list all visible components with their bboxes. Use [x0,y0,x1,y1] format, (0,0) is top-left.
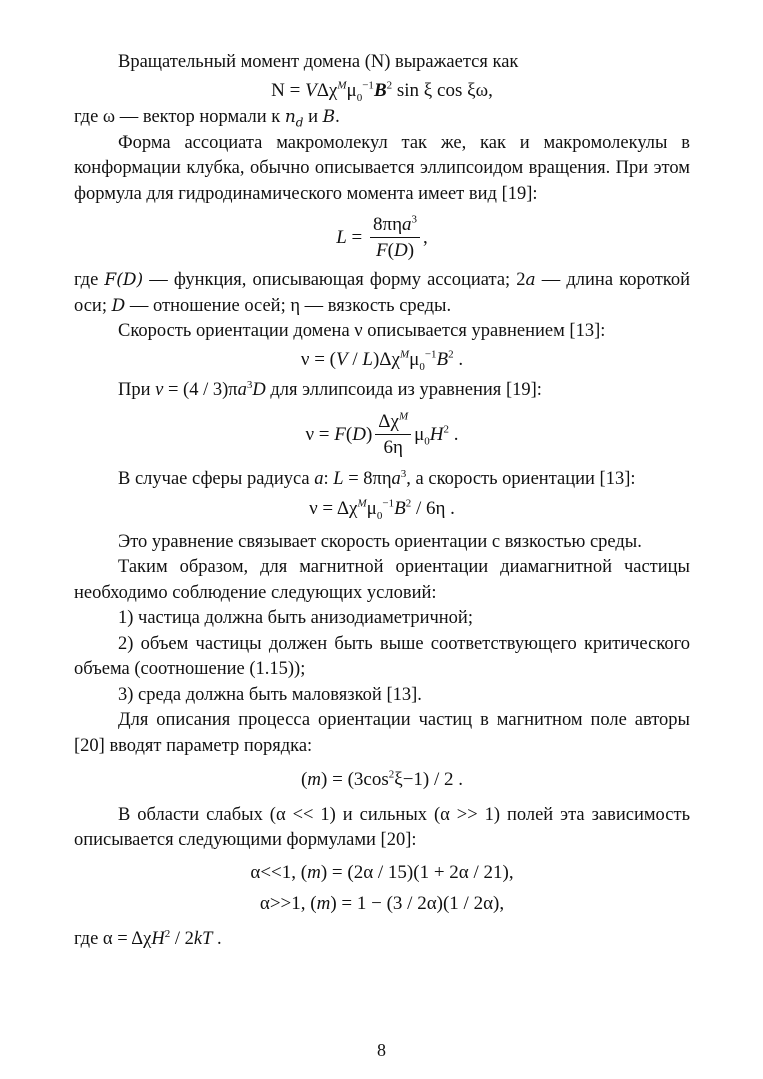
formula-weak-field: α<<1, (m) = (2α / 15)(1 + 2α / 21), [250,861,514,883]
paragraph-alpha-definition: где α = ΔχH$^2$ / 2kT . [74,927,222,949]
paragraph-fd-definition: где F(D) — функция, описывающая форму ассоциата; 2a — длина короткой оси; D — отношение осей; η — вязкость среды. [74,270,690,316]
page-content [74,50,690,952]
paragraph-torque-intro: Вращательный момент домена (N) выражается как [118,52,519,72]
paragraph-omega-definition: где ω — вектор нормали к $n_d$ и B. [74,107,340,130]
formula-ellipsoid-speed: ν = F(D) $\frac{\Delta\chi^M}{6\eta}$ $\mu_0H^2$ . [305,410,459,458]
list-item-1: 1) частица должна быть анизодиаметричной; [118,608,473,628]
paragraph-weak-strong-fields: В области слабых (α << 1) и сильных (α >> 1) полей эта зависимость описывается следующими формулами [20]: [74,804,690,850]
formula-hydrodynamic-moment: L = $\frac{8\pi\eta a^3}{F(D)}$ , [336,213,428,261]
paragraph-associate-shape: Форма ассоциата макромолекул так же, как и макромолекулы в конформации клубка, обычно описывается эллипсоидом вращения. При этом формула для гидродинамического момента имеет вид [19]: [74,132,690,204]
list-item-2: 2) объем частицы должен быть выше соответствующего критического объема (соотношение (1.15)); [74,633,690,679]
formula-orientation-speed: $\nu = (V / L)\Delta\chi^M\mu_0^{-1}B^2$ . [300,348,464,373]
paragraph-conditions-intro: Таким образом, для магнитной ориентации диамагнитной частицы необходимо соблюдение следующих условий: [74,557,690,603]
paragraph-sphere-case: В случае сферы радиуса a: L = 8πηa$^3$, а скорость ориентации [13]: [118,467,636,489]
formula-order-parameter: $(m) = (3\cos^2\xi-1) / 2$ . [300,768,464,790]
page-number: 8 [377,1040,386,1060]
formula-strong-field: α>>1, (m) = 1 − (3 / 2α)(1 / 2α), [259,893,505,914]
paragraph-viscosity-link: Это уравнение связывает скорость ориентации с вязкостью среды. [118,531,642,552]
list-item-3: 3) среда должна быть маловязкой [13]. [118,684,422,705]
paragraph-order-parameter: Для описания процесса ориентации частиц в магнитном поле авторы [20] вводят параметр порядка: [74,710,690,756]
paragraph-ellipsoid-condition: При $v = (4 / 3)\pi a^3D$ для эллипсоида из уравнения [19]: [118,378,542,400]
paragraph-orientation-speed: Скорость ориентации домена ν описывается уравнением [13]: [118,321,606,341]
formula-torque: $N = V\Delta\chi^M\mu_0^{-1}B^2$ sin ξ cos ξω, [271,79,493,104]
formula-sphere-speed: $\nu = \Delta\chi^M\mu_0^{-1}B^2 / 6\eta$ . [309,497,455,522]
